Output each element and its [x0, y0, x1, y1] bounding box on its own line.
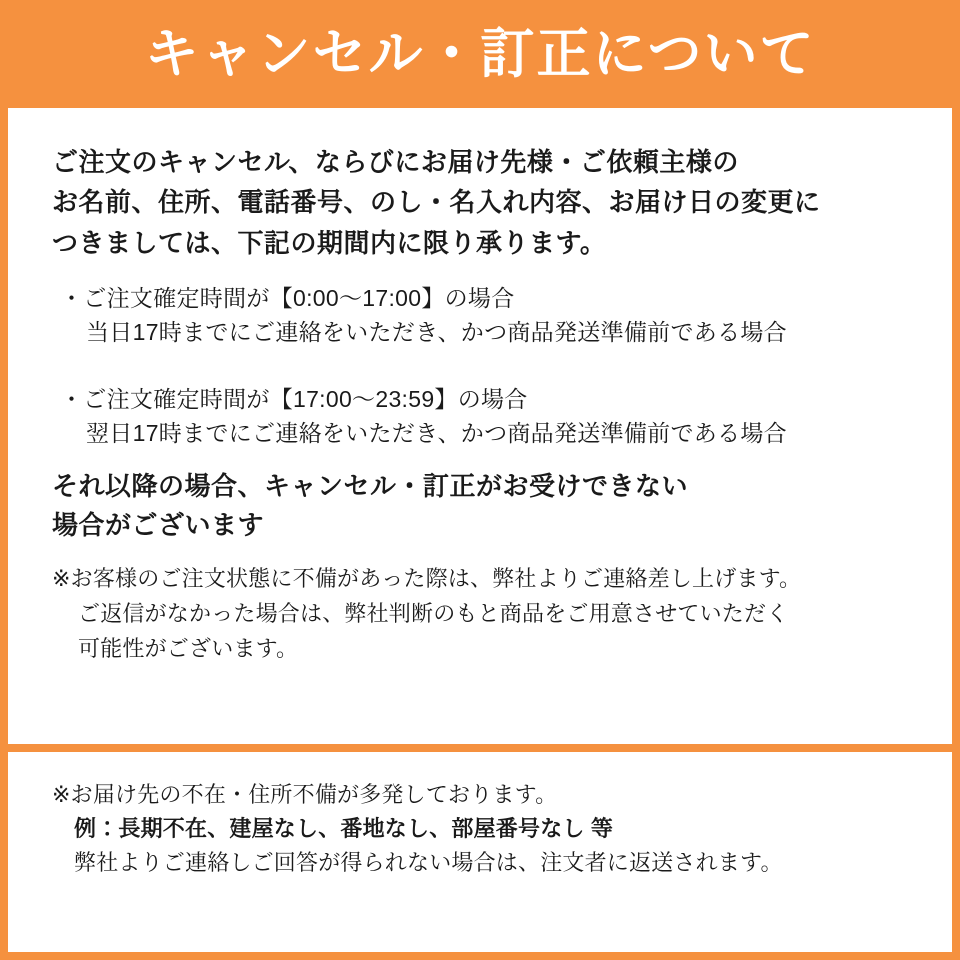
note-line-2: ご返信がなかった場合は、弊社判断のもと商品をご用意させていただく: [78, 601, 789, 627]
spacer: [52, 364, 908, 382]
condition-item: [52, 382, 908, 451]
absence-notice-line: ※お届け先の不在・住所不備が多発しております。: [52, 782, 558, 807]
lead-line-2: お名前、住所、電話番号、のし・名入れ内容、お届け日の変更に: [52, 187, 821, 218]
warning-line-1: それ以降の場合、キャンセル・訂正がお受けできない: [52, 470, 689, 501]
note-line-1: ※お客様のご注文状態に不備があった際は、弊社よりご連絡差し上げます。: [52, 565, 802, 591]
lead-paragraph: [52, 142, 908, 263]
condition-item: [52, 281, 908, 350]
note-paragraph: [52, 561, 908, 667]
bottom-panel: [8, 752, 952, 952]
lead-line-1: ご注文のキャンセル、ならびにお届け先様・ご依頼主様の: [52, 147, 739, 177]
lead-line-3: つきましては、下記の期間内に限り承ります。: [52, 227, 607, 258]
absence-return-line: 弊社よりご連絡しご回答が得られない場合は、注文者に返送されます。: [74, 850, 783, 876]
warning-line-2: 場合がございます: [52, 509, 265, 540]
page-header: [0, 0, 960, 108]
main-panel: [8, 108, 952, 744]
warning-paragraph: [52, 467, 908, 545]
condition-detail: 翌日17時までにご連絡をいただき、かつ商品発送準備前である場合: [86, 420, 787, 447]
condition-title: ・ご注文確定時間が【17:00〜23:59】の場合: [60, 385, 528, 412]
page-title: キャンセル・訂正について: [144, 24, 816, 84]
condition-title: ・ご注文確定時間が【0:00〜17:00】の場合: [60, 284, 515, 311]
condition-detail: 当日17時までにご連絡をいただき、かつ商品発送準備前である場合: [86, 319, 787, 346]
absence-example-line: 例：長期不在、建屋なし、番地なし、部屋番号なし 等: [74, 816, 614, 842]
note-line-3: 可能性がございます。: [78, 636, 299, 662]
